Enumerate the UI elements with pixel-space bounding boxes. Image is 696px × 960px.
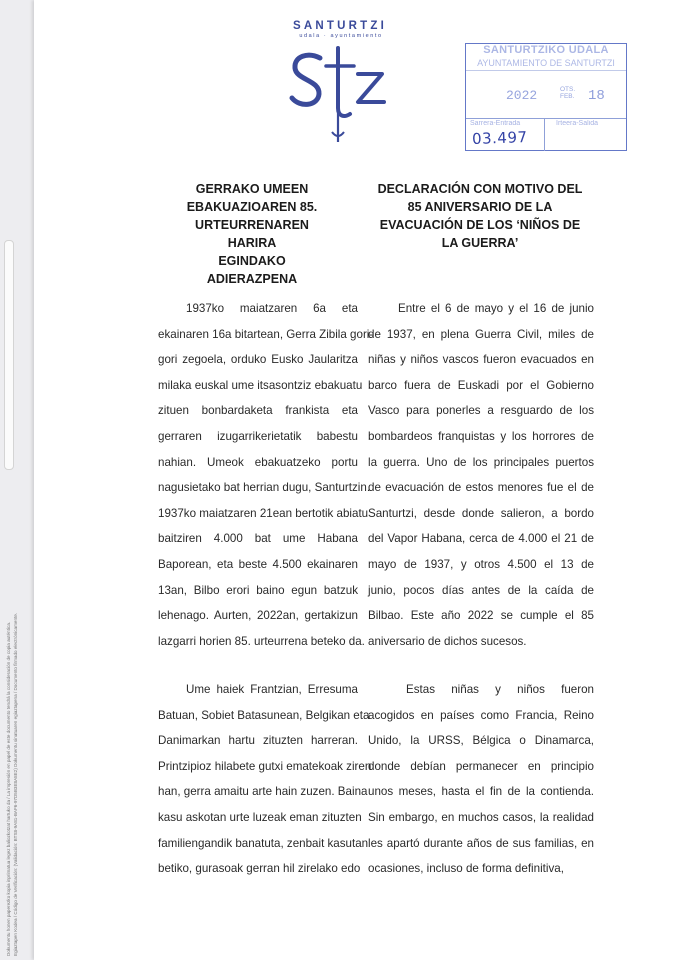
paragraph-line: kasu askotan urte luzeak eman zituzten bbox=[158, 810, 362, 824]
title-es-line: LA GUERRA’ bbox=[441, 236, 519, 250]
logo-subtitle: udala · ayuntamiento bbox=[299, 33, 383, 39]
paragraph-line: nahian. Umeok ebakuatzeko portu bbox=[158, 455, 358, 469]
paragraph-line: Vasco para ponerles a resguardo de los bbox=[368, 404, 594, 418]
paragraph-line: Baporean, eta beste 4.500 ekainaren bbox=[158, 557, 358, 571]
stamp-day: 18 bbox=[588, 88, 605, 104]
registry-stamp bbox=[465, 43, 627, 151]
paragraph-line: de 1937, en plena Guerra Civil, miles de bbox=[368, 327, 594, 341]
stamp-month bbox=[560, 86, 575, 100]
paragraph-line: donde debían permanecer en principio bbox=[368, 759, 594, 773]
title-eu-line: EBAKUAZIOAREN 85. bbox=[186, 200, 318, 214]
stamp-label-out: Irteera-Salida bbox=[556, 120, 599, 127]
title-es-line: 85 ANIVERSARIO DE LA bbox=[407, 200, 553, 214]
paragraph-line: lehenago. Aurten, 2022an, gertakizun bbox=[158, 609, 358, 623]
paragraph-basque-2 bbox=[158, 677, 372, 882]
title-es-line: EVACUACIÓN DE LOS ‘NIÑOS DE bbox=[379, 218, 581, 232]
paragraph-line: Printzipioz hilabete gutxi ematekoak ziren bbox=[158, 759, 372, 773]
paragraph-line: Danimarkan hartu zituzten harreran. bbox=[158, 734, 358, 748]
stz-monogram-icon bbox=[286, 46, 396, 142]
paragraph-line: 1937ko maiatzaren 6a eta bbox=[186, 302, 358, 315]
paragraph-line: Estas niñas y niños fueron bbox=[406, 683, 594, 696]
paragraph-line: betiko, gurasoak gerran hil zirelako edo bbox=[158, 862, 361, 876]
paragraph-line: aniversario de dichos sucesos. bbox=[368, 634, 527, 648]
paragraph-line: baitziren 4.000 bat ume Habana bbox=[158, 532, 358, 546]
stamp-line-2: AYUNTAMIENTO DE SANTURTZI bbox=[466, 58, 626, 71]
paragraph-line: junio, pocos días antes de la caída de bbox=[368, 583, 594, 597]
paragraph-line: del Vapor Habana, cerca de 4.000 el 21 de bbox=[368, 532, 594, 546]
paragraph-basque-1 bbox=[158, 296, 374, 654]
paragraph-line: 1937ko maiatzaren 21ean bertotik abiatu bbox=[158, 506, 369, 520]
title-basque bbox=[172, 180, 332, 288]
paragraph-line: unos meses, hasta el fin de la contienda. bbox=[368, 785, 594, 799]
title-eu-line: EGINDAKO ADIERAZPENA bbox=[206, 254, 298, 286]
paragraph-line: 13an, Bilbo erori baino egun batzuk bbox=[158, 583, 358, 597]
verification-footnote bbox=[2, 556, 32, 956]
stamp-year: 2022 bbox=[506, 88, 538, 103]
stamp-label-in: Sarrera-Entrada bbox=[470, 120, 521, 127]
paragraph-line: Sin embargo, en muchos casos, la realidad bbox=[368, 810, 594, 824]
paragraph-line: ekainaren 16a bitartean, Gerra Zibila gori- bbox=[158, 327, 374, 341]
paragraph-line: gori zegoela, orduko Eusko Jaularitza bbox=[158, 353, 358, 367]
paragraph-line: les apartó durante años de sus familias, en bbox=[368, 836, 594, 850]
paragraph-line: acogidos en países como Francia, Reino bbox=[368, 708, 594, 722]
paragraph-line: Unido, la URSS, Bélgica o Dinamarca, bbox=[368, 734, 594, 748]
footnote-line-1: Dokumentu honen paperezko kopia inprimatua legez baliozkotzat hartuko da / La impresión en papel de este documento tendrá la consideración de copia auténtica. bbox=[6, 621, 11, 956]
paragraph-line: mayo de 1937, y otros 4.500 el 13 de bbox=[368, 557, 594, 571]
paragraph-line: Batuan, Sobiet Batasunean, Belgikan eta bbox=[158, 708, 370, 722]
stamp-grid bbox=[466, 118, 626, 151]
paragraph-line: niñas y niños vascos fueron evacuados en bbox=[368, 353, 594, 367]
footnote-line-2: Egiaztapen Kodea / Código de Verificación: (Validación: BTS8-9A81-BAF6-97D5B3E8A8E2) Dokumentu sinatuaren egiaztapena / Documento firmado electrónicamente. bbox=[12, 612, 18, 956]
stamp-month-eu: OTS. bbox=[560, 86, 576, 93]
stamp-month-es: FEB. bbox=[560, 93, 575, 100]
stamp-line-1: SANTURTZIKO UDALA bbox=[483, 44, 609, 56]
paragraph-line: milaka euskal ume itsasontziz ebakuatu bbox=[158, 378, 363, 392]
paragraph-line: Ume haiek Frantzian, Erresuma bbox=[186, 683, 358, 696]
paragraph-line: zituen bonbardaketa frankista eta bbox=[158, 404, 358, 418]
paragraph-line: familiengandik banatuta, zenbait kasutan bbox=[158, 836, 369, 850]
scrollbar[interactable] bbox=[4, 240, 14, 470]
paragraph-line: de evacuación de estos menores fue el de bbox=[368, 481, 594, 495]
paragraph-line: Santurtzi, desde donde salieron, a bordo bbox=[368, 506, 594, 520]
paragraph-spanish-1 bbox=[368, 296, 594, 654]
paragraph-line: han, gerra amaitu arte hain zuzen. Baina bbox=[158, 785, 368, 799]
title-eu-line: URTEURRENAREN HARIRA bbox=[195, 218, 309, 250]
paragraph-line: Bilbao. Este año 2022 se cumple el 85 bbox=[368, 609, 594, 623]
paragraph-line: bombardeos franquistas y los horrores de bbox=[368, 429, 594, 443]
paragraph-line: Entre el 6 de mayo y el 16 de junio bbox=[398, 302, 594, 315]
logo-name: SANTURTZI bbox=[293, 20, 387, 32]
paragraph-line: la guerra. Uno de los principales puertos bbox=[368, 455, 594, 469]
paragraph-spanish-2 bbox=[368, 677, 594, 882]
stamp-handwritten-number: 03.497 bbox=[471, 128, 528, 148]
stamp-divider bbox=[544, 119, 545, 151]
santurtzi-logo bbox=[270, 20, 400, 130]
paragraph-line: lazgarri horien 85. urteurrena beteko da. bbox=[158, 634, 365, 648]
viewer-left-margin bbox=[0, 0, 34, 960]
paragraph-line: gerraren izugarrikerietatik babestu bbox=[158, 429, 358, 443]
paragraph-line: nagusietako bat herrian dugu, Santurtzin. bbox=[158, 481, 371, 495]
paragraph-line: barco fuera de Euskadi por el Gobierno bbox=[368, 378, 594, 392]
paragraph-line: ocasiones, incluso de forma definitiva, bbox=[368, 862, 564, 876]
title-es-line: DECLARACIÓN CON MOTIVO DEL bbox=[377, 182, 583, 196]
title-spanish bbox=[362, 180, 598, 252]
title-eu-line: GERRAKO UMEEN bbox=[195, 182, 309, 196]
